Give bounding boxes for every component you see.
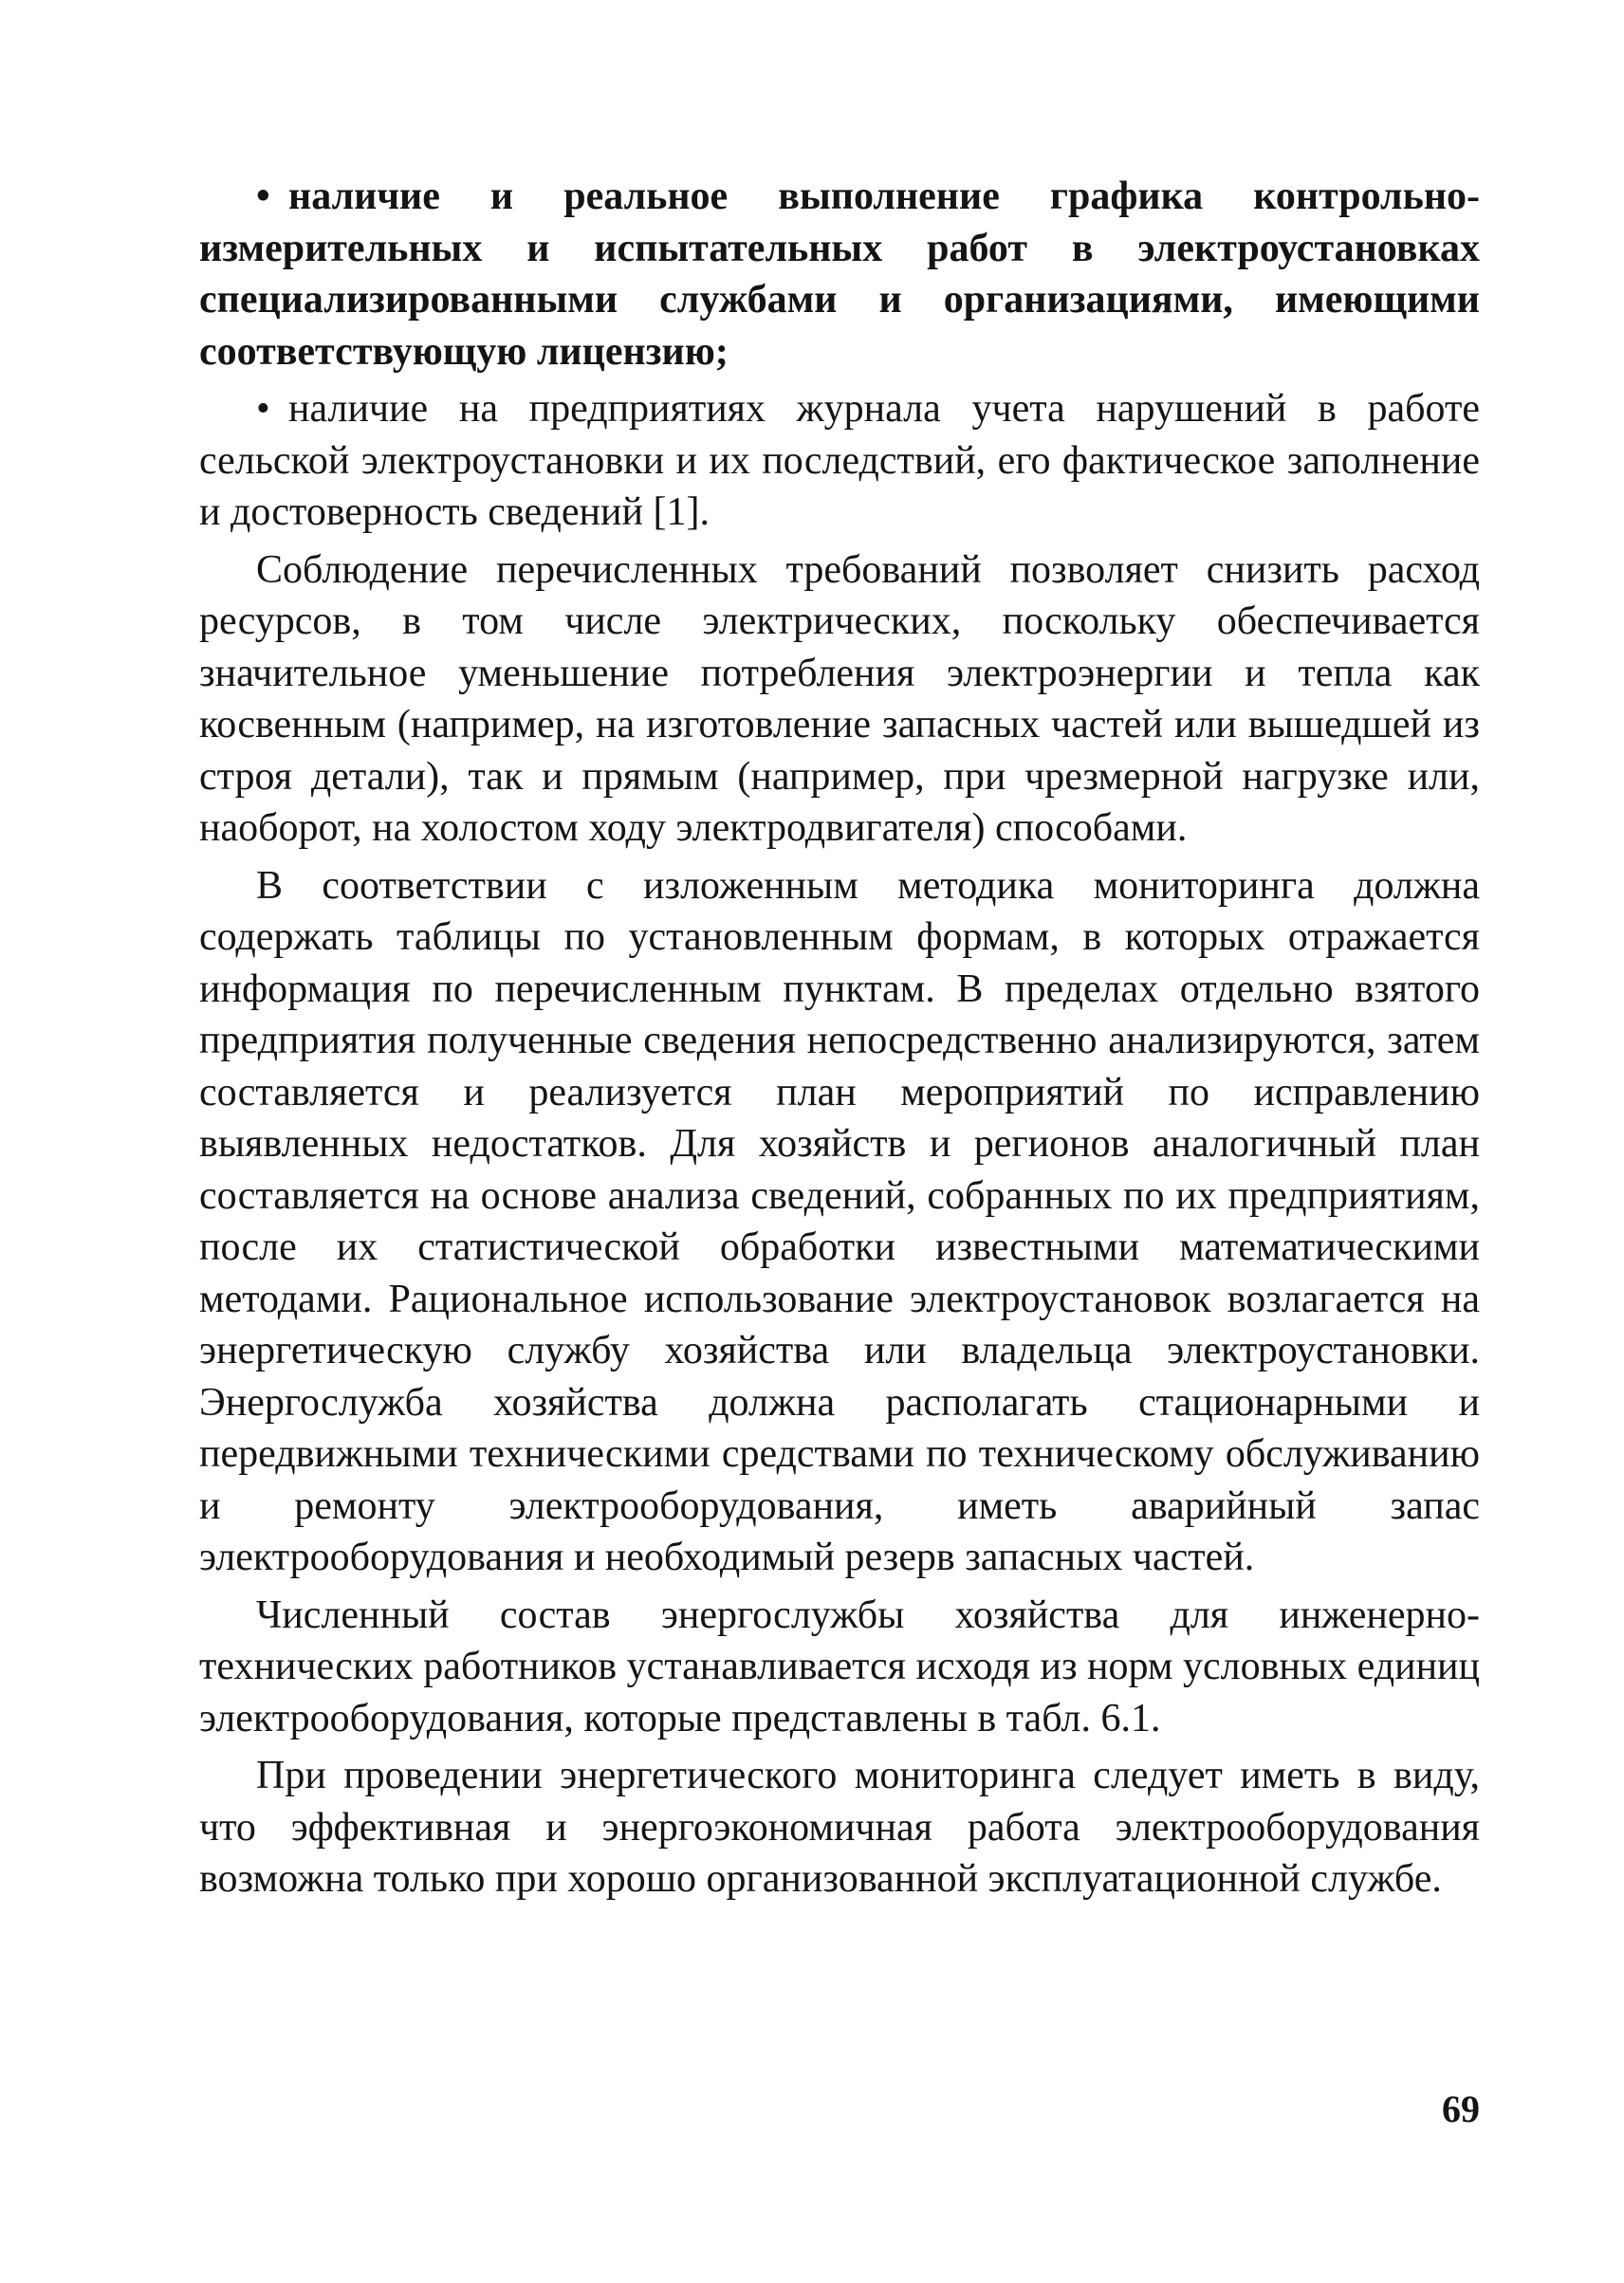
bullet-marker: •	[256, 387, 270, 431]
paragraph-4: При проведении энергетического мониторинга следует иметь в виду, что эффективная и энергоэкономичная работа электрооборудования возможна только при хорошо организованной эксплуатационной службе.	[199, 1754, 1480, 1901]
paragraph-1: Соблюдение перечисленных требований позволяет снизить расход ресурсов, в том числе электрических, поскольку обеспечивается значительное уменьшение потребления электроэнергии и тепла как косвенным (например, на изготовление запасных частей или вышедшей из строя детали), так и прямым (например, при чрезмерной нагрузке или, наоборот, на холостом ходу электродвигателя) способами.	[199, 547, 1480, 850]
bullet-text: наличие и реальное выполнение графика контрольно-измерительных и испытательных работ в электроустановках специализированными службами и организациями, имеющими соответствующую лицензию;	[199, 175, 1480, 374]
body-text	[199, 171, 1480, 1911]
bullet-text: наличие на предприятиях журнала учета нарушений в работе сельской электроустановки и их последствий, его фактическое заполнение и достоверность сведений [1].	[199, 387, 1480, 534]
paragraph-3: Численный состав энергослужбы хозяйства для инженерно-технических работников устанавливается исходя из норм условных единиц электрооборудования, которые представлены в табл. 6.1.	[199, 1593, 1480, 1740]
bullet-marker: •	[256, 175, 270, 218]
page-number: 69	[1442, 2088, 1480, 2130]
paragraph-2: В соответствии с изложенным методика мониторинга должна содержать таблицы по установленным формам, в которых отражается информация по перечисленным пунктам. В пределах отдельно взятого предприятия полученные сведения непосредственно анализируются, затем составляется и реализуется план мероприятий по исправлению выявленных недостатков. Для хозяйств и регионов аналогичный план составляется на основе анализа сведений, собранных по их предприятиям, после их статистической обработки известными математическими методами. Рациональное использование электроустановок возлагается на энергетическую службу хозяйства или владельца электроустановки. Энергослужба хозяйства должна располагать стационарными и передвижными техническими средствами по техническому обслуживанию и ремонту электрооборудования, иметь аварийный запас электрооборудования и необходимый резерв запасных частей.	[199, 863, 1480, 1579]
bullet-item-2	[199, 383, 1480, 539]
bullet-item-1	[199, 171, 1480, 377]
